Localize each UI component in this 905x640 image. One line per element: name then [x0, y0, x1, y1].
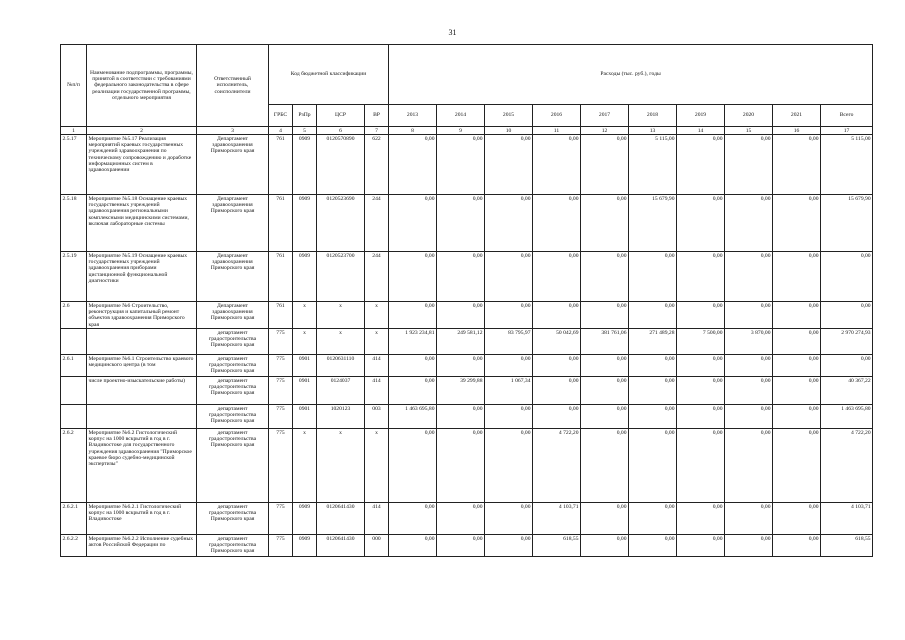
row-rzpr: 0909	[293, 195, 317, 252]
column-number-row	[61, 127, 873, 135]
row-year-value: 0,00	[773, 329, 821, 355]
row-csr: x	[317, 429, 365, 503]
column-number: 11	[533, 127, 581, 135]
row-year-value: 0,00	[437, 503, 485, 535]
row-year-value: 0,00	[629, 302, 677, 329]
row-year-value: 0,00	[437, 355, 485, 377]
row-total-value: 4 722,20	[821, 429, 873, 503]
row-executor: Департамент здравоохранения Приморского края	[197, 252, 269, 302]
row-vr: 244	[365, 195, 389, 252]
column-number: 12	[581, 127, 629, 135]
row-year-value: 0,00	[437, 252, 485, 302]
row-year-value: 0,00	[725, 503, 773, 535]
row-year-value: 0,00	[533, 377, 581, 405]
row-csr: 0120523700	[317, 252, 365, 302]
row-vr: 000	[365, 535, 389, 557]
row-total-value: 15 679,90	[821, 195, 873, 252]
row-year-value: 0,00	[581, 195, 629, 252]
row-total-value: 2 970 274,93	[821, 329, 873, 355]
row-year-value: 0,00	[437, 135, 485, 195]
table-row	[61, 377, 873, 405]
row-grbs: 775	[269, 503, 293, 535]
row-grbs: 761	[269, 252, 293, 302]
row-year-value: 4 103,71	[533, 503, 581, 535]
row-year-value: 0,00	[629, 252, 677, 302]
row-year-value: 0,00	[581, 503, 629, 535]
row-executor: департамент градостроительства Приморского края	[197, 377, 269, 405]
row-year-value: 0,00	[725, 252, 773, 302]
column-number: 10	[485, 127, 533, 135]
row-total-value: 1 463 695,80	[821, 405, 873, 429]
row-year-value: 0,00	[773, 195, 821, 252]
row-year-value: 0,00	[389, 135, 437, 195]
header-budget-classification: Код бюджетной классификации	[269, 45, 389, 105]
row-rzpr: 0901	[293, 355, 317, 377]
row-year-value: 0,00	[485, 503, 533, 535]
row-year-value: 0,00	[677, 535, 725, 557]
row-rzpr: 0901	[293, 405, 317, 429]
row-executor: департамент градостроительства Приморского края	[197, 405, 269, 429]
header-year: 2016	[533, 105, 581, 127]
row-year-value: 0,00	[725, 195, 773, 252]
row-year-value: 0,00	[629, 377, 677, 405]
row-executor: Департамент здравоохранения Приморского края	[197, 302, 269, 329]
row-executor: Департамент здравоохранения Приморского края	[197, 135, 269, 195]
row-year-value: 0,00	[437, 429, 485, 503]
row-year-value: 0,00	[581, 405, 629, 429]
row-grbs: 761	[269, 135, 293, 195]
row-year-value: 0,00	[677, 355, 725, 377]
table-row	[61, 503, 873, 535]
row-year-value: 0,00	[677, 195, 725, 252]
header-name: Наименование подпрограммы, программы, принятой в соответствии с требованиями федерального законодательства в сфере реализации государственной программы, отдельного мероприятия	[87, 45, 197, 127]
row-rzpr: x	[293, 429, 317, 503]
row-year-value: 0,00	[533, 405, 581, 429]
row-grbs: 775	[269, 377, 293, 405]
row-name: Мероприятие №6 Строительство, реконструкция и капитальный ремонт объектов здравоохранения Приморского края	[87, 302, 197, 329]
row-year-value: 381 761,06	[581, 329, 629, 355]
row-year-value: 0,00	[677, 135, 725, 195]
row-year-value: 0,00	[725, 355, 773, 377]
row-year-value: 0,00	[389, 195, 437, 252]
row-year-value: 249 581,12	[437, 329, 485, 355]
row-year-value: 0,00	[629, 405, 677, 429]
table-row	[61, 429, 873, 503]
row-rzpr: 0901	[293, 377, 317, 405]
row-total-value: 0,00	[821, 302, 873, 329]
row-grbs: 775	[269, 329, 293, 355]
header-grbs: ГРБС	[269, 105, 293, 127]
row-vr: x	[365, 302, 389, 329]
header-expenses: Расходы (тыс. руб.), годы	[389, 45, 873, 105]
row-total-value: 0,00	[821, 252, 873, 302]
row-total-value: 0,00	[821, 355, 873, 377]
row-year-value: 0,00	[389, 302, 437, 329]
row-number	[61, 329, 87, 355]
row-year-value: 0,00	[437, 302, 485, 329]
row-year-value: 0,00	[485, 252, 533, 302]
row-year-value: 0,00	[485, 535, 533, 557]
header-rzpr: РзПр	[293, 105, 317, 127]
header-year: 2017	[581, 105, 629, 127]
table-row	[61, 355, 873, 377]
row-number: 2.6.1	[61, 355, 87, 377]
row-year-value: 0,00	[773, 429, 821, 503]
row-number: 2.5.17	[61, 135, 87, 195]
row-year-value: 0,00	[581, 377, 629, 405]
table-row	[61, 535, 873, 557]
header-year: 2013	[389, 105, 437, 127]
row-year-value: 0,00	[773, 252, 821, 302]
row-number: 2.6	[61, 302, 87, 329]
row-year-value: 0,00	[581, 252, 629, 302]
row-year-value: 0,00	[677, 503, 725, 535]
table-row	[61, 302, 873, 329]
row-csr: 0120570890	[317, 135, 365, 195]
row-name	[87, 329, 197, 355]
row-year-value: 0,00	[485, 195, 533, 252]
row-csr: 0120631110	[317, 355, 365, 377]
row-year-value: 0,00	[485, 135, 533, 195]
table-row	[61, 135, 873, 195]
row-vr: 003	[365, 405, 389, 429]
row-year-value: 0,00	[773, 405, 821, 429]
column-number: 9	[437, 127, 485, 135]
row-name: Мероприятие №5.19 Оснащение краевых государственных учреждений здравоохранения приборами цистанционной функциональной диагностики	[87, 252, 197, 302]
row-vr: 414	[365, 355, 389, 377]
row-year-value: 0,00	[533, 355, 581, 377]
row-total-value: 40 367,22	[821, 377, 873, 405]
row-number: 2.5.19	[61, 252, 87, 302]
row-year-value: 0,00	[629, 429, 677, 503]
row-year-value: 0,00	[725, 535, 773, 557]
row-year-value: 0,00	[581, 535, 629, 557]
column-number: 4	[269, 127, 293, 135]
row-year-value: 50 042,69	[533, 329, 581, 355]
row-year-value: 0,00	[389, 503, 437, 535]
row-year-value: 39 299,88	[437, 377, 485, 405]
row-executor: департамент градостроительства Приморского края	[197, 329, 269, 355]
row-year-value: 3 870,00	[725, 329, 773, 355]
row-year-value: 1 463 695,80	[389, 405, 437, 429]
row-total-value: 5 115,00	[821, 135, 873, 195]
row-year-value: 1 923 234,81	[389, 329, 437, 355]
row-year-value: 0,00	[533, 252, 581, 302]
row-executor: департамент градостроительства Приморского края	[197, 355, 269, 377]
column-number: 6	[317, 127, 365, 135]
header-num: №п/п	[61, 45, 87, 127]
row-year-value: 0,00	[533, 302, 581, 329]
row-rzpr: 0909	[293, 535, 317, 557]
row-year-value: 0,00	[437, 405, 485, 429]
row-executor: департамент градостроительства Приморского края	[197, 535, 269, 557]
row-year-value: 618,55	[533, 535, 581, 557]
row-vr: 622	[365, 135, 389, 195]
row-year-value: 0,00	[437, 195, 485, 252]
row-year-value: 4 722,20	[533, 429, 581, 503]
row-number: 2.6.2.2	[61, 535, 87, 557]
row-total-value: 618,55	[821, 535, 873, 557]
row-vr: 414	[365, 377, 389, 405]
row-grbs: 761	[269, 302, 293, 329]
row-csr: x	[317, 302, 365, 329]
header-executor: Ответственный исполнитель, соисполнители	[197, 45, 269, 127]
row-name: Мероприятие №5.17 Реализация мероприятий краевых государственных учреждений здравоохранения по техническому сопровождению и доработке информационных систем в здравоохранении	[87, 135, 197, 195]
row-grbs: 775	[269, 535, 293, 557]
row-year-value: 0,00	[773, 135, 821, 195]
row-name	[87, 405, 197, 429]
row-executor: департамент градостроительства Приморского края	[197, 429, 269, 503]
row-year-value: 0,00	[389, 429, 437, 503]
row-number	[61, 405, 87, 429]
header-year: 2014	[437, 105, 485, 127]
budget-table	[60, 44, 873, 557]
row-year-value: 0,00	[773, 377, 821, 405]
row-total-value: 4 103,71	[821, 503, 873, 535]
row-grbs: 775	[269, 355, 293, 377]
column-number: 7	[365, 127, 389, 135]
column-number: 8	[389, 127, 437, 135]
row-year-value: 0,00	[389, 355, 437, 377]
row-year-value: 0,00	[773, 355, 821, 377]
row-year-value: 7 500,00	[677, 329, 725, 355]
column-number: 17	[821, 127, 873, 135]
row-grbs: 775	[269, 429, 293, 503]
header-year: 2015	[485, 105, 533, 127]
row-year-value: 0,00	[629, 535, 677, 557]
row-csr: 1020123	[317, 405, 365, 429]
row-year-value: 0,00	[677, 377, 725, 405]
row-year-value: 0,00	[485, 429, 533, 503]
row-rzpr: 0909	[293, 252, 317, 302]
row-year-value: 0,00	[725, 135, 773, 195]
table-row	[61, 252, 873, 302]
header-total: Всего	[821, 105, 873, 127]
column-number: 14	[677, 127, 725, 135]
row-vr: x	[365, 329, 389, 355]
row-year-value: 0,00	[533, 135, 581, 195]
row-csr: x	[317, 329, 365, 355]
column-number: 16	[773, 127, 821, 135]
table-body	[61, 135, 873, 557]
row-year-value: 0,00	[725, 429, 773, 503]
table-row	[61, 195, 873, 252]
row-rzpr: 0909	[293, 503, 317, 535]
row-year-value: 0,00	[629, 503, 677, 535]
row-vr: 414	[365, 503, 389, 535]
row-year-value: 1 067,34	[485, 377, 533, 405]
row-year-value: 0,00	[773, 535, 821, 557]
row-year-value: 0,00	[485, 355, 533, 377]
column-number: 13	[629, 127, 677, 135]
row-year-value: 0,00	[581, 355, 629, 377]
row-year-value: 0,00	[581, 429, 629, 503]
row-year-value: 0,00	[677, 252, 725, 302]
row-csr: 0120523690	[317, 195, 365, 252]
row-year-value: 0,00	[533, 195, 581, 252]
row-name: Мероприятие №6.2.1 Гистологический корпус на 1000 вскрытий в год в г. Владивостоке	[87, 503, 197, 535]
row-year-value: 0,00	[389, 535, 437, 557]
row-year-value: 0,00	[677, 429, 725, 503]
row-year-value: 0,00	[437, 535, 485, 557]
row-year-value: 0,00	[725, 377, 773, 405]
row-number	[61, 377, 87, 405]
row-name: Мероприятие №5.18 Оснащение краевых государственных учреждений здравоохранения региональными комплексными медицинскими системами, включая лабораторные системы	[87, 195, 197, 252]
row-name: Мероприятие №6.2.2 Исполнение судебных актов Российской Федерации по	[87, 535, 197, 557]
page-number: 31	[448, 28, 457, 37]
column-number: 1	[61, 127, 87, 135]
table-row	[61, 329, 873, 355]
row-year-value: 0,00	[773, 503, 821, 535]
row-rzpr: x	[293, 329, 317, 355]
row-name: числе проектно-изыскательские работы)	[87, 377, 197, 405]
row-year-value: 0,00	[389, 377, 437, 405]
header-year: 2018	[629, 105, 677, 127]
row-grbs: 775	[269, 405, 293, 429]
row-number: 2.6.2.1	[61, 503, 87, 535]
row-vr: 244	[365, 252, 389, 302]
row-year-value: 0,00	[485, 405, 533, 429]
row-year-value: 0,00	[677, 405, 725, 429]
row-year-value: 15 679,90	[629, 195, 677, 252]
header-csr: ЦСР	[317, 105, 365, 127]
column-number: 3	[197, 127, 269, 135]
header-year: 2019	[677, 105, 725, 127]
table-row	[61, 405, 873, 429]
row-name: Мероприятие №6.1 Строительство краевого медицинского центра (в том	[87, 355, 197, 377]
header-vr: ВР	[365, 105, 389, 127]
row-rzpr: 0909	[293, 135, 317, 195]
row-year-value: 0,00	[773, 302, 821, 329]
row-csr: 0124037	[317, 377, 365, 405]
row-year-value: 271 489,28	[629, 329, 677, 355]
row-year-value: 5 115,00	[629, 135, 677, 195]
row-executor: Департамент здравоохранения Приморского края	[197, 195, 269, 252]
row-executor: департамент градостроительства Приморского края	[197, 503, 269, 535]
row-year-value: 0,00	[629, 355, 677, 377]
row-grbs: 761	[269, 195, 293, 252]
row-csr: 0120641430	[317, 535, 365, 557]
row-year-value: 0,00	[485, 302, 533, 329]
row-year-value: 0,00	[677, 302, 725, 329]
row-vr: x	[365, 429, 389, 503]
row-year-value: 0,00	[725, 405, 773, 429]
column-number: 2	[87, 127, 197, 135]
header-year: 2021	[773, 105, 821, 127]
column-number: 15	[725, 127, 773, 135]
row-csr: 0120641430	[317, 503, 365, 535]
row-year-value: 0,00	[725, 302, 773, 329]
row-year-value: 0,00	[581, 302, 629, 329]
row-number: 2.5.18	[61, 195, 87, 252]
header-year: 2020	[725, 105, 773, 127]
row-rzpr: x	[293, 302, 317, 329]
row-number: 2.6.2	[61, 429, 87, 503]
row-year-value: 0,00	[389, 252, 437, 302]
column-number: 5	[293, 127, 317, 135]
row-name: Мероприятие №6.2 Гистологический корпус на 1000 вскрытий в год в г. Владивостоке для государственного учреждения здравоохранения "Приморское краевое бюро судебно-медицинской экспертизы"	[87, 429, 197, 503]
row-year-value: 83 795,97	[485, 329, 533, 355]
row-year-value: 0,00	[581, 135, 629, 195]
